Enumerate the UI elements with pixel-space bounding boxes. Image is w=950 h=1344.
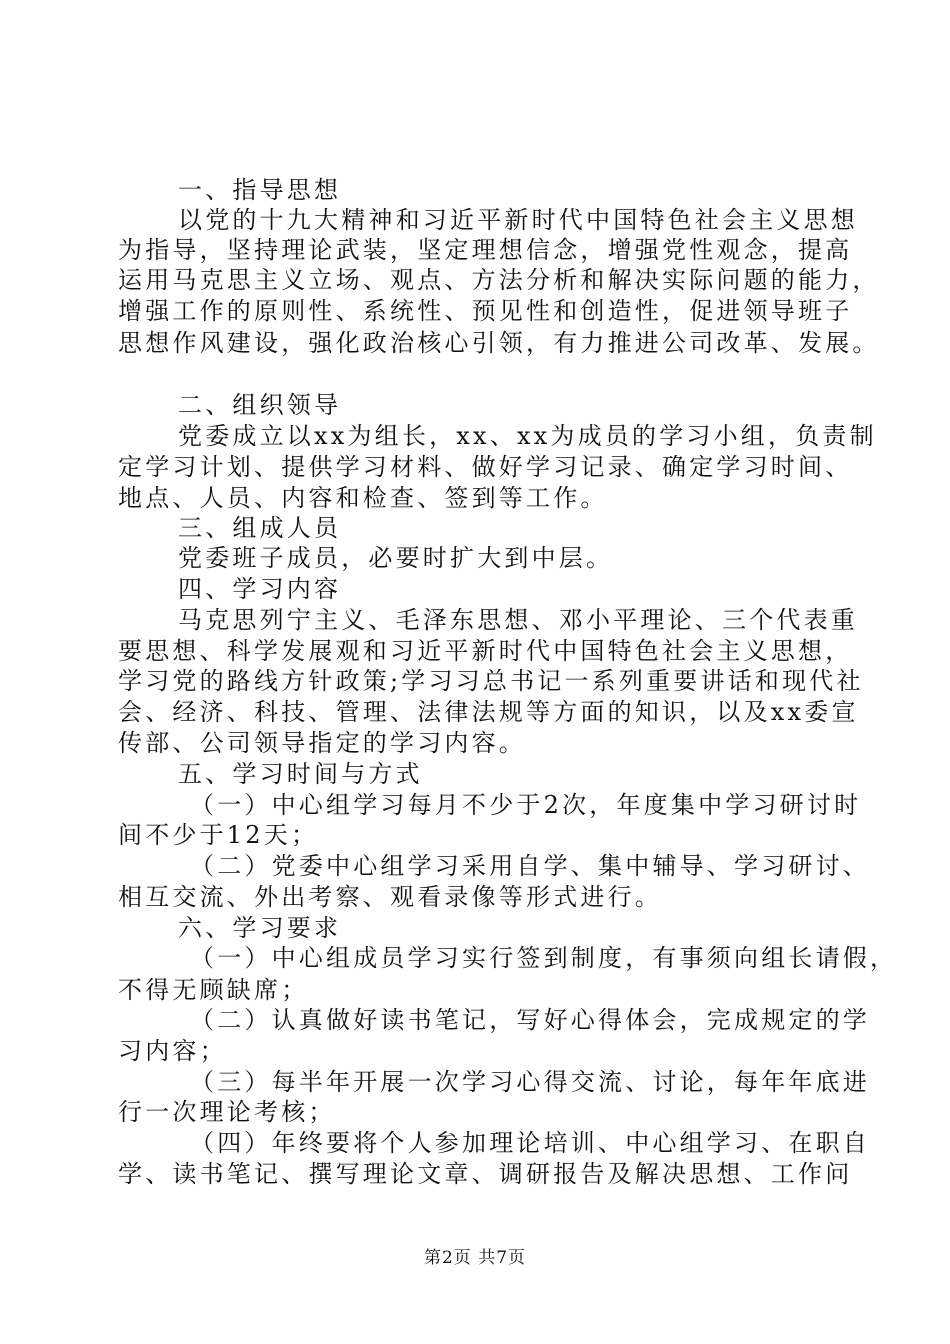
- section-heading-organization: 二、组织领导: [178, 391, 342, 419]
- paragraph-line: （三）每半年开展一次学习心得交流、讨论，每年年底进: [190, 1068, 870, 1096]
- paragraph-line: 思想作风建设，强化政治核心引领，有力推进公司改革、发展。: [118, 329, 880, 357]
- paragraph-line: 习内容；: [118, 1037, 227, 1065]
- paragraph-line: 定学习计划、提供学习材料、做好学习记录、确定学习时间、: [118, 453, 853, 481]
- paragraph-line: 为指导，坚持理论武装，坚定理想信念，增强党性观念，提高: [118, 236, 853, 264]
- paragraph-line: 要思想、科学发展观和习近平新时代中国特色社会主义思想，: [118, 637, 853, 665]
- paragraph-line: 会、经济、科技、管理、法律法规等方面的知识，以及xx委宣: [118, 698, 859, 726]
- paragraph-line: （四）年终要将个人参加理论培训、中心组学习、在职自: [190, 1129, 870, 1157]
- paragraph-line: （二）认真做好读书笔记，写好心得体会，完成规定的学: [190, 1006, 870, 1034]
- paragraph-line: 马克思列宁主义、毛泽东思想、邓小平理论、三个代表重: [178, 606, 858, 634]
- paragraph-line: 增强工作的原则性、系统性、预见性和创造性，促进领导班子: [118, 297, 853, 325]
- paragraph-line: 传部、公司领导指定的学习内容。: [118, 729, 526, 757]
- page-number-footer: 第2页 共7页: [423, 1248, 527, 1268]
- paragraph-line: 相互交流、外出考察、观看录像等形式进行。: [118, 883, 662, 911]
- section-heading-members: 三、组成人员: [178, 514, 342, 542]
- section-heading-time-and-method: 五、学习时间与方式: [178, 760, 423, 788]
- paragraph-line: 党委成立以xx为组长，xx、xx为成员的学习小组，负责制: [178, 422, 877, 450]
- paragraph-line: 学习党的路线方针政策;学习习总书记一系列重要讲话和现代社: [118, 667, 864, 695]
- paragraph-line: 地点、人员、内容和检查、签到等工作。: [118, 484, 608, 512]
- paragraph-line: 间不少于12天；: [118, 821, 319, 849]
- paragraph-line: （二）党委中心组学习采用自学、集中辅导、学习研讨、: [190, 852, 870, 880]
- paragraph-line: 党委班子成员，必要时扩大到中层。: [178, 544, 614, 572]
- paragraph-line: 运用马克思主义立场、观点、方法分析和解决实际问题的能力，: [118, 266, 880, 294]
- paragraph-line: 学、读书笔记、撰写理论文章、调研报告及解决思想、工作问: [118, 1160, 853, 1188]
- paragraph-line: 行一次理论考核；: [118, 1098, 336, 1126]
- section-heading-content: 四、学习内容: [178, 575, 342, 603]
- paragraph-line: 以党的十九大精神和习近平新时代中国特色社会主义思想: [178, 206, 858, 234]
- paragraph-line: 不得无顾缺席；: [118, 976, 309, 1004]
- section-heading-guiding-ideology: 一、指导思想: [178, 176, 342, 204]
- section-heading-requirements: 六、学习要求: [178, 914, 342, 942]
- paragraph-line: （一）中心组成员学习实行签到制度，有事须向组长请假，: [190, 944, 898, 972]
- paragraph-line: （一）中心组学习每月不少于2次，年度集中学习研讨时: [190, 791, 862, 819]
